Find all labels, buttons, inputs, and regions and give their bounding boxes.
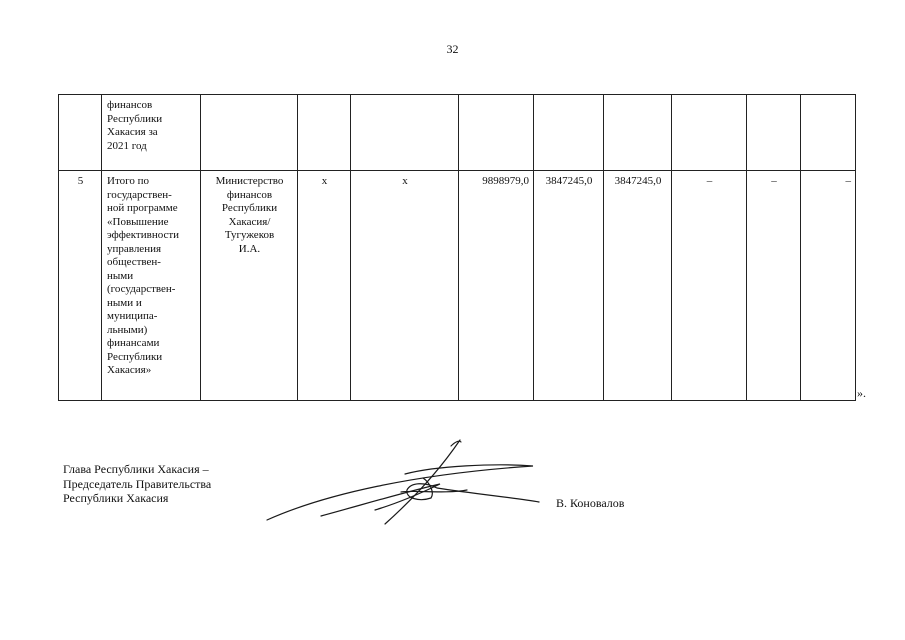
table-cell [604, 95, 672, 171]
amount-cell: 3847245,0 [534, 171, 604, 401]
executor-cell [201, 171, 298, 401]
executor-cell [201, 95, 298, 171]
table-cell [672, 95, 747, 171]
text-line: государствен- [107, 188, 172, 201]
text-line: Хакасия/ [228, 215, 271, 228]
text-line: льными) [107, 323, 148, 336]
closing-quote: ». [857, 386, 866, 400]
text-line: Хакасия» [107, 364, 152, 376]
text-line: финансов [107, 99, 153, 111]
dash-cell: – [672, 171, 747, 401]
text-line: Итого по [107, 175, 149, 187]
table-cell [747, 95, 801, 171]
row-number-cell: 5 [59, 171, 102, 401]
text-line: «Повышение [107, 215, 169, 228]
text-line: ной программе [107, 202, 178, 214]
text-line: Министерство [215, 175, 284, 187]
text-line: управления [107, 242, 162, 255]
handwritten-signature [255, 432, 555, 532]
title-line: Председатель Правительства [63, 476, 212, 491]
signer-name: В. Коновалов [556, 496, 625, 510]
text-line: И.А. [238, 242, 261, 255]
title-line: Глава Республики Хакасия – [63, 462, 209, 476]
text-line: Республики [107, 350, 163, 363]
text-line: муниципа- [107, 310, 158, 322]
table-cell [801, 95, 856, 171]
text-line: обществен- [107, 256, 161, 268]
text-line: финансов [226, 188, 273, 201]
table-row [59, 171, 856, 401]
text-line: эффективности [107, 229, 180, 241]
text-line: Республики [107, 112, 163, 125]
signer-title [63, 462, 211, 506]
table-row [59, 95, 856, 171]
table-cell [534, 95, 604, 171]
amount-cell: 3847245,0 [604, 171, 672, 401]
dash-cell: – [747, 171, 801, 401]
table-cell: х [351, 171, 459, 401]
text-line: Республики [221, 202, 278, 214]
text-line: Хакасия за [107, 126, 158, 138]
text-line: Тугужеков [224, 229, 275, 241]
program-name-cell [102, 171, 201, 401]
table-cell [351, 95, 459, 171]
table-cell [298, 95, 351, 171]
table-cell [459, 95, 534, 171]
page-number: 32 [446, 42, 459, 56]
title-line: Республики Хакасия [63, 491, 169, 505]
text-line: ными и [107, 296, 142, 309]
dash-cell: – [801, 171, 856, 401]
text-line: 2021 год [107, 139, 147, 152]
text-line: финансами [107, 337, 160, 349]
program-name-cell [102, 95, 201, 171]
table-cell: х [298, 171, 351, 401]
text-line: (государствен- [107, 283, 176, 295]
budget-table [58, 94, 856, 401]
amount-cell: 9898979,0 [459, 171, 534, 401]
row-number-cell [59, 95, 102, 171]
text-line: ными [107, 269, 134, 282]
